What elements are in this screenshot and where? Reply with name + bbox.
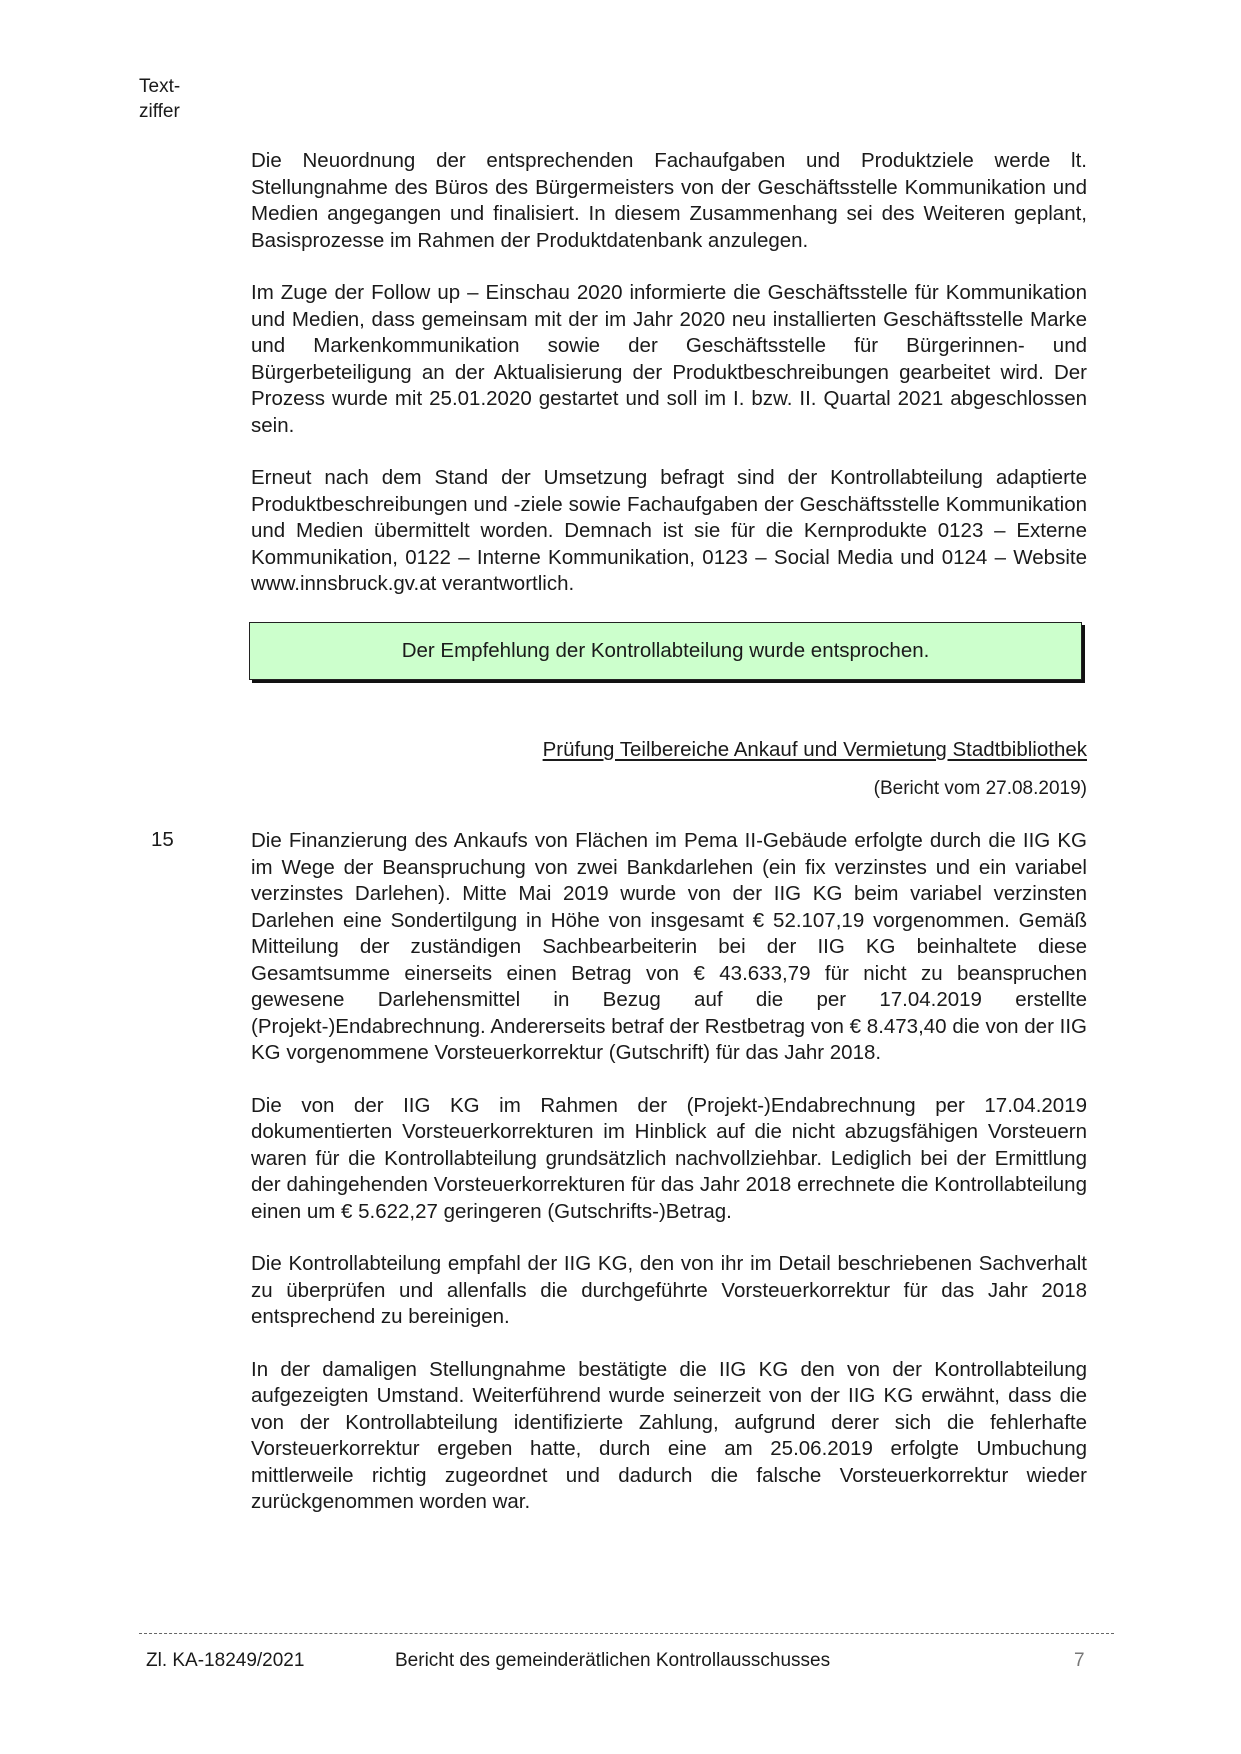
paragraph: Die Kontrollabteilung empfahl der IIG KG, den von ihr im Detail beschriebenen Sachverhalt zu überprüfen und allenfalls die durchgeführte Vorsteuerkorrektur für das Jahr 2018 entsprechend zu bereinigen. <box>251 1252 1087 1328</box>
paragraph: Die von der IIG KG im Rahmen der (Projekt-)Endabrechnung per 17.04.2019 dokumentierten Vorsteuerkorrekturen im Hinblick auf die nicht abzugsfähigen Vorsteuern waren für die Kontrollabteilung grundsätzlich nachvollziehbar. Lediglich bei der Ermittlung der dahingehenden Vorsteuerkorrekturen für das Jahr 2018 errechnete die Kontrollabteilung einen um € 5.622,27 geringeren (Gutschrifts-)Betrag. <box>251 1093 1087 1223</box>
footer-reference: Zl. KA-18249/2021 <box>146 1650 305 1671</box>
margin-label-textziffer <box>139 74 219 124</box>
paragraph: Die Neuordnung der entsprechenden Fachaufgaben und Produktziele werde lt. Stellungnahme des Büros des Bürgermeisters von der Geschäftsstelle Kommunikation und Medien angegangen und finalisiert. In diesem Zusammenhang sei des Weiteren geplant, Basisprozesse im Rahmen der Produktdatenbank anzulegen. <box>251 149 1087 252</box>
recommendation-box <box>249 622 1082 680</box>
footer-title: Bericht des gemeinderätlichen Kontrollausschusses <box>395 1650 831 1671</box>
margin-label-line2: ziffer <box>139 101 180 122</box>
textziffer-number: 15 <box>151 828 174 851</box>
footer-divider <box>139 1633 1114 1634</box>
recommendation-text: Der Empfehlung der Kontrollabteilung wurde entsprochen. <box>401 639 930 662</box>
report-date: (Bericht vom 27.08.2019) <box>873 778 1087 799</box>
page-number: 7 <box>1074 1650 1085 1671</box>
paragraph: In der damaligen Stellungnahme bestätigte die IIG KG den von der Kontrollabteilung aufgezeigten Umstand. Weiterführend wurde seinerzeit von der IIG KG erwähnt, dass die von der Kontrollabteilung identifizierte Zahlung, aufgrund derer sich die fehlerhafte Vorsteuerkorrektur ergeben hatte, durch eine am 25.06.2019 erfolgte Umbuchung mittlerweile richtig zugeordnet und dadurch die falsche Vorsteuerkorrektur wieder zurückgenommen worden war. <box>251 1357 1087 1513</box>
section-heading: Prüfung Teilbereiche Ankauf und Vermietung Stadtbibliothek <box>542 738 1087 761</box>
section-1-body <box>251 148 1087 598</box>
paragraph: Die Finanzierung des Ankaufs von Flächen im Pema II-Gebäude erfolgte durch die IIG KG im Wege der Beanspruchung von zwei Bankdarlehen (ein fix verzinstes und ein variabel verzinstes Darlehen). Mitte Mai 2019 wurde von der IIG KG beim variabel verzinsten Darlehen eine Sondertilgung in Höhe von insgesamt € 52.107,19 vorgenommen. Gemäß Mitteilung der zuständigen Sachbearbeiterin bei der IIG KG beinhaltete diese Gesamtsumme einerseits einen Betrag von € 43.633,79 für nicht zu beanspruchen gewesene Darlehensmittel in Bezug auf die per 17.04.2019 erstellte (Projekt-)Endabrechnung. Andererseits betraf der Restbetrag von € 8.473,40 die von der IIG KG vorgenommene Vorsteuerkorrektur (Gutschrift) für das Jahr 2018. <box>251 829 1087 1064</box>
paragraph: Erneut nach dem Stand der Umsetzung befragt sind der Kontrollabteilung adaptierte Produktbeschreibungen und -ziele sowie Fachaufgaben der Geschäftsstelle Kommunikation und Medien übermittelt worden. Demnach ist sie für die Kernprodukte 0123 – Externe Kommunikation, 0122 – Interne Kommunikation, 0123 – Social Media und 0124 – Website www.innsbruck.gv.at verantwortlich. <box>251 466 1087 595</box>
section-2-body <box>251 828 1087 1516</box>
paragraph: Im Zuge der Follow up – Einschau 2020 informierte die Geschäftsstelle für Kommunikation und Medien, dass gemeinsam mit der im Jahr 2020 neu installierten Geschäftsstelle Marke und Markenkommunikation sowie der Geschäftsstelle für Bürgerinnen- und Bürgerbeteiligung an der Aktualisierung der Produktbeschreibungen gearbeitet wird. Der Prozess wurde mit 25.01.2020 gestartet und soll im I. bzw. II. Quartal 2021 abgeschlossen sein. <box>251 281 1087 437</box>
margin-label-line1: Text- <box>139 76 181 97</box>
